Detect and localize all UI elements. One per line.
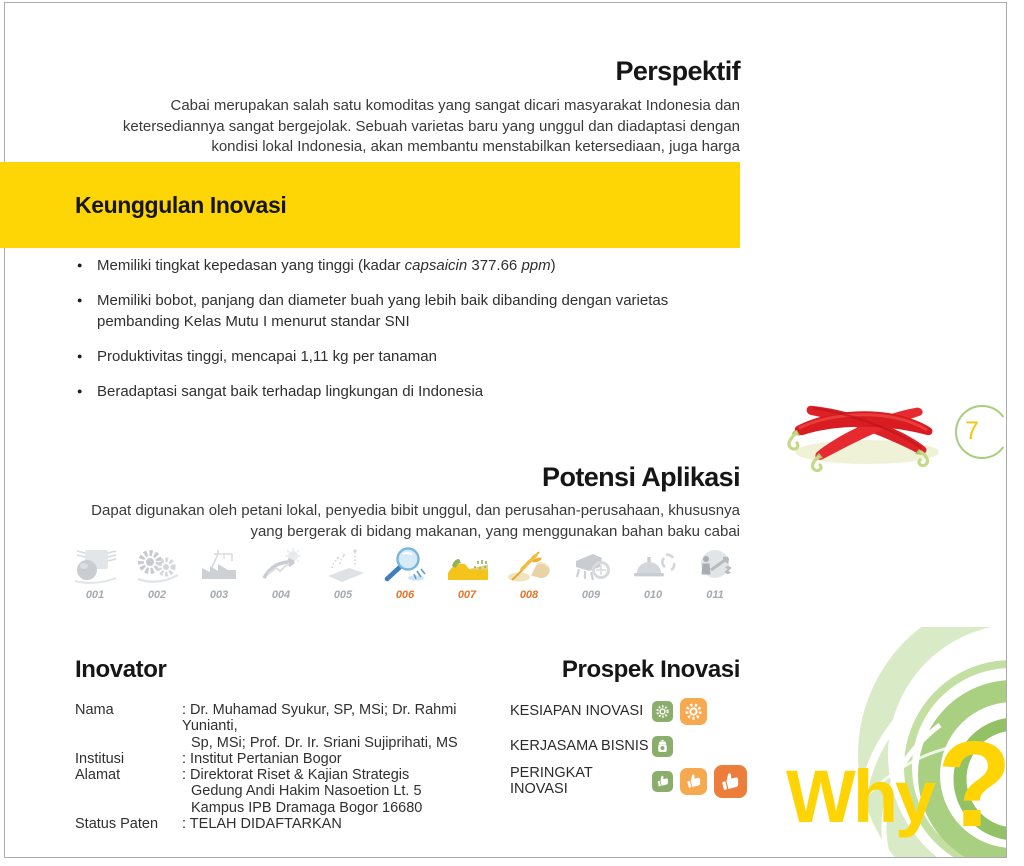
- keunggulan-banner: [0, 162, 740, 248]
- helmet-recycle-icon: [628, 546, 678, 586]
- machine-tool-icon: [566, 546, 616, 586]
- inovator-row-institusi: Institusi : Institut Pertanian Bogor: [75, 750, 342, 767]
- business-people-icon: [690, 546, 740, 586]
- peringkat-inovasi-row: PERINGKAT INOVASI: [510, 766, 760, 796]
- prospek-ratings: [510, 696, 760, 801]
- advantage-item-quality: ● Memiliki bobot, panjang dan diameter buah yang lebih baik dibanding dengan varietas pembanding Kelas Mutu I menurut standar SNI: [75, 291, 743, 332]
- kesiapan-inovasi-row: KESIAPAN INOVASI: [510, 696, 760, 726]
- category-food: 008: [498, 546, 560, 601]
- field-plot-icon: [318, 546, 368, 586]
- why-word: Why: [786, 755, 934, 838]
- kesiapan-sun-icon: [680, 698, 707, 725]
- inovator-row-status-paten: Status Paten : TELAH DIDAFTARKAN: [75, 816, 342, 833]
- category-energy: 004: [250, 546, 312, 601]
- why-graphic-text: [786, 716, 1012, 852]
- page-number-circle: [952, 402, 1012, 462]
- page-number: 7: [965, 417, 979, 445]
- kerjasama-scale-icon: [652, 736, 673, 757]
- inovator-row-nama: Nama : Dr. Muhamad Syukur, SP, MSi; Dr. Rahmi Yunianti, Sp, MSi; Prof. Dr. Ir. Sriani Sujiprihati, MS: [75, 702, 458, 751]
- potensi-heading: Potensi Aplikasi: [542, 462, 740, 492]
- why-question-mark: ?: [937, 716, 1012, 852]
- chili-illustration: [783, 390, 955, 472]
- growth-arrow-sun-icon: [256, 546, 306, 586]
- keunggulan-heading: Keunggulan Inovasi: [75, 191, 287, 218]
- inovator-row-alamat: Alamat : Direktorat Riset & Kajian Strategis Gedung Andi Hakim Nasoetion Lt. 5 Kampus IPB Dramaga Bogor 16680: [75, 767, 423, 816]
- category-manufacturing: 009: [560, 546, 622, 601]
- potensi-paragraph: Dapat digunakan oleh petani lokal, penyedia bibit unggul, dan perusahan-perusahaan, khususnya yang bergerak di bidang makanan, yang menggunakan bahan baku cabai: [91, 502, 740, 540]
- gears-icon: [132, 546, 182, 586]
- advantage-item-capsaicin: ● Memiliki tingkat kepedasan yang tinggi (kadar capsaicin 377.66 ppm): [75, 256, 743, 276]
- advantage-item-productivity: ● Produktivitas tinggi, mencapai 1,11 kg per tanaman: [75, 347, 743, 367]
- category-plantation: 005: [312, 546, 374, 601]
- magnifier-icon: [380, 546, 430, 586]
- peringkat-thumb-large-icon: [714, 765, 747, 798]
- category-business: 011: [684, 546, 746, 601]
- perspektif-heading: Perspektif: [615, 56, 740, 86]
- peringkat-thumb-medium-icon: [680, 768, 707, 795]
- advantage-list: [75, 256, 743, 417]
- category-research: 006: [374, 546, 436, 601]
- category-construction: 003: [188, 546, 250, 601]
- category-safety-recycling: 010: [622, 546, 684, 601]
- kesiapan-gear-icon: [652, 701, 673, 722]
- advantage-item-adaptation: ● Beradaptasi sangat baik terhadap lingkungan di Indonesia: [75, 382, 743, 402]
- category-electronics: 001: [64, 546, 126, 601]
- peringkat-thumb-small-icon: [652, 771, 673, 792]
- farmland-icon: [442, 546, 492, 586]
- factory-crane-icon: [194, 546, 244, 586]
- application-category-strip: [64, 546, 748, 601]
- inovator-heading: Inovator: [75, 656, 167, 683]
- wheat-bread-icon: [504, 546, 554, 586]
- kerjasama-bisnis-row: KERJASAMA BISNIS: [510, 731, 760, 761]
- prospek-heading: Prospek Inovasi: [561, 656, 740, 683]
- inovator-details: [75, 702, 505, 832]
- category-machinery: 002: [126, 546, 188, 601]
- electronics-icon: [70, 546, 120, 586]
- perspektif-paragraph: Cabai merupakan salah satu komoditas yang sangat dicari masyarakat Indonesia dan ketersediannya sangat bergejolak. Sebuah varietas baru yang unggul dan diadaptasi dengan kondisi lokal Indonesia, akan membantu menstabilkan ketersediaan, juga harga: [122, 97, 740, 156]
- category-agriculture: 007: [436, 546, 498, 601]
